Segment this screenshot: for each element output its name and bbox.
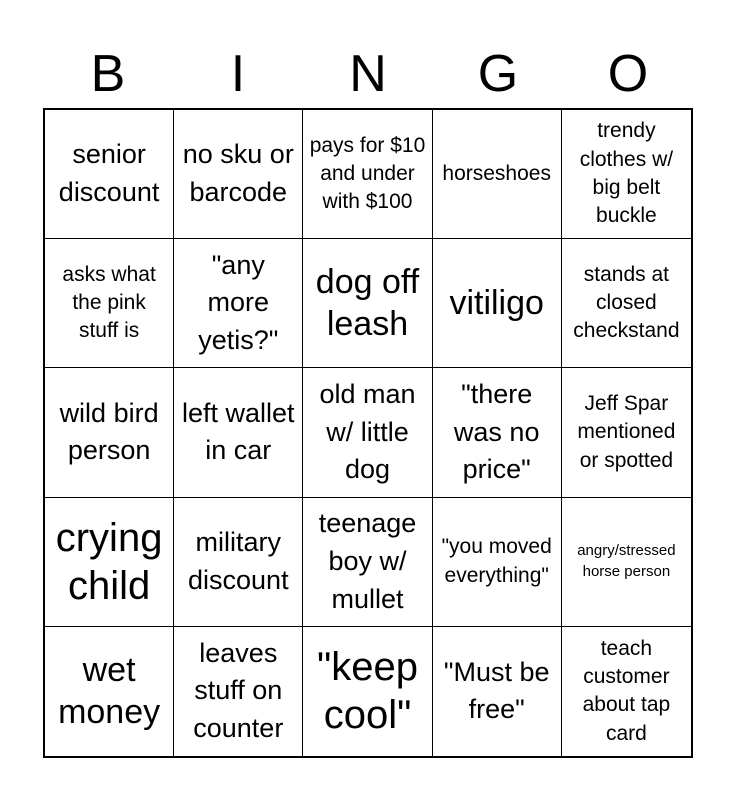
bingo-cell-r2c4[interactable] xyxy=(433,239,562,368)
cell-text: leaves stuff on counter xyxy=(193,637,284,744)
header-letter-g: G xyxy=(477,45,519,103)
cell-text: military discount xyxy=(188,526,289,595)
bingo-cell-r2c1[interactable] xyxy=(45,239,174,368)
cell-text: senior discount xyxy=(58,139,160,208)
cell-text: "you moved everything" xyxy=(441,535,552,587)
header-letter-n: N xyxy=(349,45,387,103)
bingo-cell-r1c3[interactable] xyxy=(303,110,432,239)
bingo-cell-r4c3[interactable] xyxy=(303,498,432,627)
cell-text: angry/stressed horse person xyxy=(577,542,676,580)
cell-text: Jeff Spar mentioned or spotted xyxy=(577,391,676,472)
header-letter-b: B xyxy=(90,45,126,103)
cell-text: old man w/ little dog xyxy=(319,378,416,485)
cell-text: "keep cool" xyxy=(317,645,418,738)
bingo-cell-r5c4[interactable] xyxy=(433,627,562,756)
cell-text: crying child xyxy=(55,515,163,608)
bingo-cell-r1c2[interactable] xyxy=(174,110,303,239)
bingo-cell-r1c5[interactable] xyxy=(562,110,691,239)
cell-text: "any more yetis?" xyxy=(198,249,279,356)
cell-text: trendy clothes w/ big belt buckle xyxy=(579,119,674,228)
cell-text: no sku or barcode xyxy=(182,139,294,208)
bingo-cell-r3c3[interactable] xyxy=(303,368,432,497)
bingo-cell-r2c5[interactable] xyxy=(562,239,691,368)
bingo-cell-r5c2[interactable] xyxy=(174,627,303,756)
bingo-cell-r5c3[interactable] xyxy=(303,627,432,756)
bingo-cell-r3c2[interactable] xyxy=(174,368,303,497)
bingo-header xyxy=(43,40,693,108)
bingo-cell-r5c1[interactable] xyxy=(45,627,174,756)
bingo-cell-r1c1[interactable] xyxy=(45,110,174,239)
cell-text: pays for $10 and under with $100 xyxy=(309,133,426,214)
cell-text: left wallet in car xyxy=(182,397,295,466)
bingo-cell-r2c2[interactable] xyxy=(174,239,303,368)
header-letter-i: I xyxy=(230,45,246,103)
bingo-cell-r3c1[interactable] xyxy=(45,368,174,497)
cell-text: dog off leash xyxy=(315,262,420,344)
bingo-board xyxy=(43,108,693,758)
bingo-cell-r4c2[interactable] xyxy=(174,498,303,627)
cell-text: "there was no price" xyxy=(453,378,540,485)
header-letter-o: O xyxy=(607,45,649,103)
bingo-cell-r2c3[interactable] xyxy=(303,239,432,368)
cell-text: teach customer about tap card xyxy=(582,636,671,745)
cell-text: teenage boy w/ mullet xyxy=(318,508,417,614)
cell-text: stands at closed checkstand xyxy=(573,262,680,343)
bingo-cell-r5c5[interactable] xyxy=(562,627,691,756)
bingo-cell-r3c5[interactable] xyxy=(562,368,691,497)
bingo-cell-r4c4[interactable] xyxy=(433,498,562,627)
cell-text: vitiligo xyxy=(449,284,544,323)
cell-text: horseshoes xyxy=(442,161,551,185)
cell-text: "Must be free" xyxy=(443,656,550,725)
cell-text: wild bird person xyxy=(59,397,159,466)
bingo-cell-r1c4[interactable] xyxy=(433,110,562,239)
cell-text: asks what the pink stuff is xyxy=(62,262,156,343)
bingo-cell-r3c4[interactable] xyxy=(433,368,562,497)
bingo-cell-r4c5[interactable] xyxy=(562,498,691,627)
cell-text: wet money xyxy=(58,650,161,732)
bingo-cell-r4c1[interactable] xyxy=(45,498,174,627)
